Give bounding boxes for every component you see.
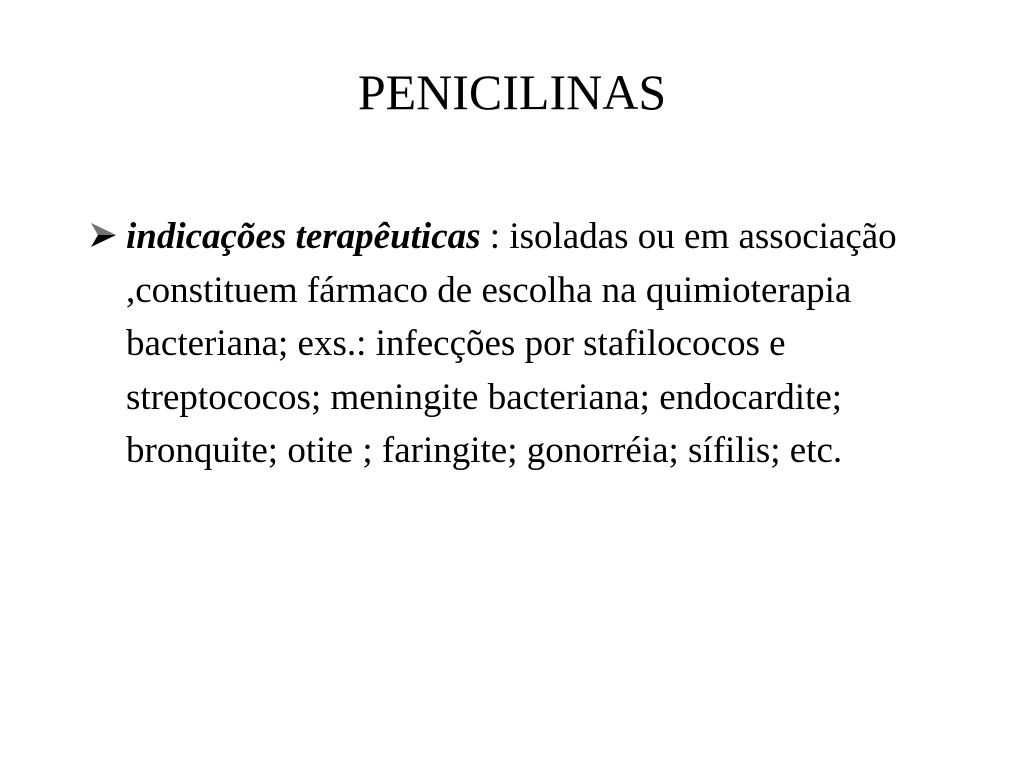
bullet-lead: indicações terapêuticas (126, 216, 481, 257)
slide-title: PENICILINAS (357, 64, 667, 120)
bullet-text (126, 210, 948, 478)
bullet-body: : isoladas ou em associação ,constituem fármaco de escolha na quimioterapia bacteriana; exs.: infecções por stafilococos e streptococos; meningite bacteriana; endocardite; bronquite; otite ; faringite; gonorréia; sífilis; etc. (126, 216, 897, 471)
arrowhead-bullet-icon (88, 219, 120, 251)
bullet-item (88, 210, 948, 478)
